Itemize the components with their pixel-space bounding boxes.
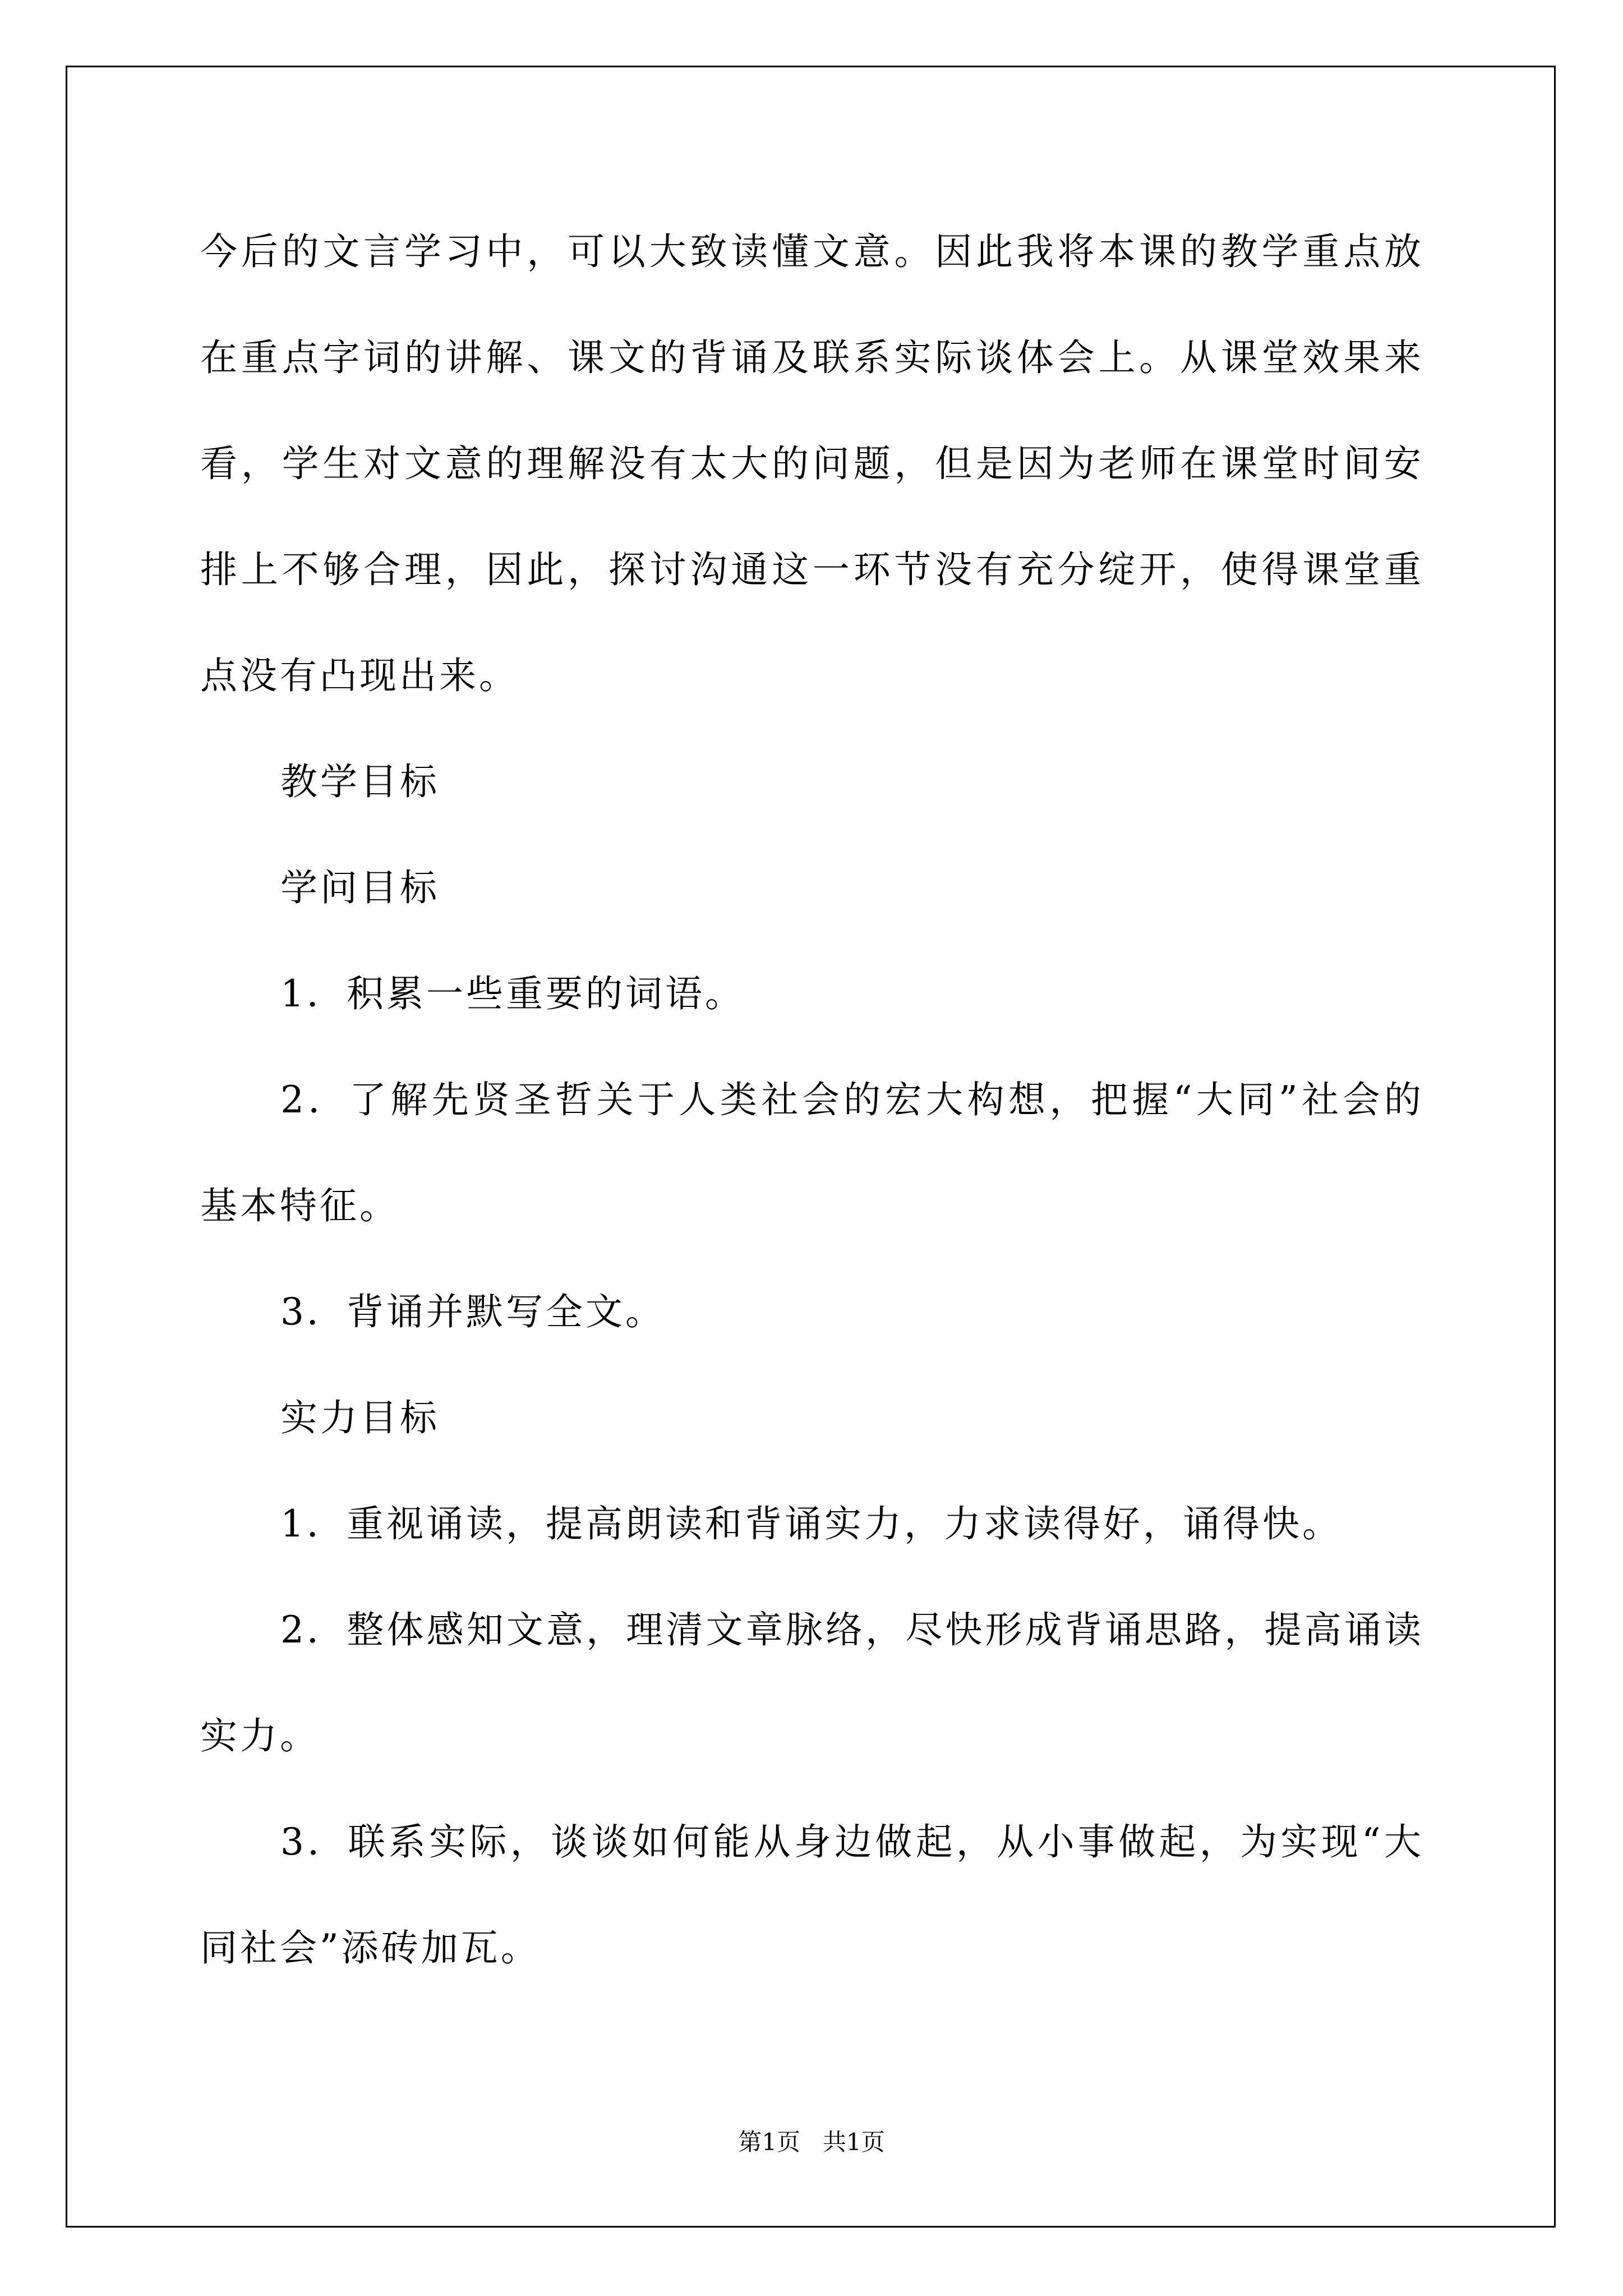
heading-teaching-goals [200, 729, 1421, 835]
list-item [200, 1789, 1421, 2001]
heading-knowledge-goals [200, 835, 1421, 941]
body-text-line: 3．背诵并默写全文。 [280, 1290, 665, 1333]
list-item [200, 1259, 1421, 1365]
page-total: 共1页 [823, 2128, 885, 2156]
list-item [200, 941, 1421, 1047]
body-text-line: 点没有凸现出来。 [200, 654, 519, 697]
body-text-line: 1．重视诵读，提高朗读和背诵实力，力求读得好，诵得快。 [280, 1502, 1342, 1545]
subsection-heading: 学问目标 [280, 866, 440, 909]
document-body [200, 199, 1421, 2001]
list-item [200, 1577, 1421, 1789]
subsection-heading: 实力目标 [280, 1396, 440, 1439]
body-text-line: 同社会”添砖加瓦。 [200, 1926, 541, 1970]
body-text-line: 1．积累一些重要的词语。 [280, 972, 745, 1015]
body-text-line: 在重点字词的讲解、课文的背诵及联系实际谈体会上。从课堂效果来 [200, 336, 1421, 379]
body-text-line: 排上不够合理，因此，探讨沟通这一环节没有充分绽开，使得课堂重 [200, 548, 1421, 591]
body-text-line: 2．整体感知文意，理清文章脉络，尽快形成背诵思路，提高诵读 [280, 1608, 1421, 1651]
body-text-line: 实力。 [200, 1714, 320, 1757]
page-footer [0, 2129, 1623, 2156]
paragraph-reflection [200, 199, 1421, 729]
heading-ability-goals [200, 1365, 1421, 1471]
list-item [200, 1471, 1421, 1577]
page-number: 第1页 [738, 2128, 800, 2156]
section-heading: 教学目标 [280, 760, 440, 803]
list-item [200, 1047, 1421, 1259]
body-text-line: 今后的文言学习中，可以大致读懂文意。因此我将本课的教学重点放 [200, 230, 1421, 273]
body-text-line: 基本特征。 [200, 1184, 399, 1227]
body-text-line: 3．联系实际，谈谈如何能从身边做起，从小事做起，为实现“大 [280, 1820, 1421, 1864]
body-text-line: 看，学生对文意的理解没有太大的问题，但是因为老师在课堂时间安 [200, 442, 1421, 485]
body-text-line: 2．了解先贤圣哲关于人类社会的宏大构想，把握“大同”社会的 [280, 1078, 1421, 1121]
